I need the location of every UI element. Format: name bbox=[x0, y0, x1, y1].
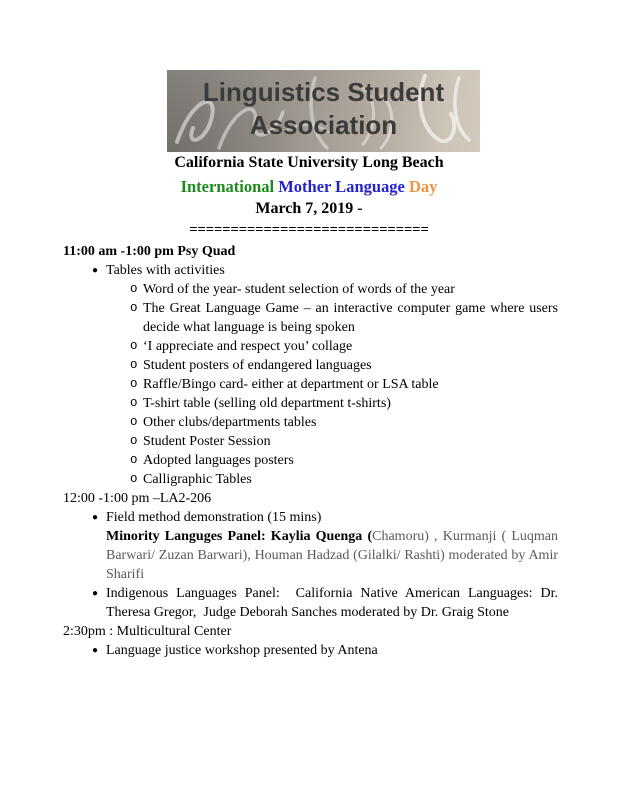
section1-subitem: T-shirt table (selling old department t-shirts) bbox=[143, 396, 391, 411]
section2-item2: Indigenous Languages Panel: California Native American Languages: Dr. Theresa Gregor, Judge Deborah Sanches moderated by Dr. Graig Stone bbox=[106, 586, 562, 620]
list-item bbox=[63, 356, 558, 375]
separator-line: ============================= bbox=[189, 222, 429, 238]
section1-subitem: Other clubs/departments tables bbox=[143, 415, 317, 430]
event-title bbox=[0, 177, 618, 197]
list-item bbox=[63, 508, 562, 584]
minority-panel-gray-text: Chamoru) , Kurmanji ( Luqman Barwari/ Zuzan Barwari), Houman Hadzad (Gilalki/ Rashti) moderated by Amir Sharifi bbox=[106, 529, 562, 582]
section1-heading: 11:00 am -1:00 pm Psy Quad bbox=[63, 244, 236, 259]
list-item bbox=[63, 470, 558, 489]
list-item bbox=[63, 280, 558, 299]
sub-bullet-icon: o bbox=[130, 472, 138, 486]
section1-subitem: Word of the year- student selection of words of the year bbox=[143, 282, 455, 297]
bullet-icon: ● bbox=[92, 645, 99, 656]
sub-bullet-icon: o bbox=[130, 339, 138, 353]
event-date: March 7, 2019 - bbox=[255, 200, 363, 217]
university-name: California State University Long Beach bbox=[174, 154, 444, 171]
event-title-day: Day bbox=[409, 177, 438, 196]
event-title-mother-language: Mother Language bbox=[274, 177, 409, 196]
lsa-banner-image bbox=[167, 70, 480, 152]
list-item bbox=[63, 641, 558, 660]
list-item bbox=[63, 337, 558, 356]
list-item bbox=[63, 451, 558, 470]
minority-panel-paragraph bbox=[106, 527, 562, 584]
section1-subitem: Adopted languages posters bbox=[143, 453, 294, 468]
section3-item: Language justice workshop presented by Antena bbox=[106, 643, 378, 658]
minority-panel-bold-text: Minority Languges Panel: Kaylia Quenga ( bbox=[106, 529, 373, 544]
section1-subitem: Student posters of endangered languages bbox=[143, 358, 372, 373]
sub-bullet-icon: o bbox=[130, 377, 138, 391]
sub-bullet-icon: o bbox=[130, 282, 138, 296]
banner-title-line1: Linguistics Student bbox=[202, 77, 445, 107]
sub-bullet-icon: o bbox=[130, 301, 138, 315]
sub-bullet-icon: o bbox=[130, 434, 138, 448]
list-item bbox=[63, 432, 558, 451]
section1-subitem: The Great Language Game – an interactive computer game where users decide what language is being spoken bbox=[143, 301, 562, 335]
list-item bbox=[63, 299, 562, 337]
list-item bbox=[63, 413, 558, 432]
sub-bullet-icon: o bbox=[130, 453, 138, 467]
list-item bbox=[63, 375, 558, 394]
list-item bbox=[63, 394, 558, 413]
sub-bullet-icon: o bbox=[130, 415, 138, 429]
bullet-icon: ● bbox=[92, 265, 99, 276]
list-item bbox=[63, 261, 558, 280]
section1-subitem: ‘I appreciate and respect you’ collage bbox=[143, 339, 353, 354]
section1-item: Tables with activities bbox=[106, 263, 225, 278]
banner-title bbox=[167, 70, 480, 142]
section1-subitem: Raffle/Bingo card- either at department or LSA table bbox=[143, 377, 439, 392]
section2-item1: Field method demonstration (15 mins) bbox=[106, 510, 322, 525]
bullet-icon: ● bbox=[92, 588, 99, 599]
list-item bbox=[63, 584, 562, 622]
schedule bbox=[63, 242, 562, 660]
section2-heading: 12:00 -1:00 pm –LA2-206 bbox=[63, 491, 212, 506]
bullet-icon: ● bbox=[92, 512, 99, 523]
section1-subitem: Calligraphic Tables bbox=[143, 472, 252, 487]
banner-title-line2: Association bbox=[249, 110, 398, 140]
sub-bullet-icon: o bbox=[130, 396, 138, 410]
section3-heading: 2:30pm : Multicultural Center bbox=[63, 624, 232, 639]
sub-bullet-icon: o bbox=[130, 358, 138, 372]
event-title-international: International bbox=[180, 177, 275, 196]
section1-subitem: Student Poster Session bbox=[143, 434, 271, 449]
